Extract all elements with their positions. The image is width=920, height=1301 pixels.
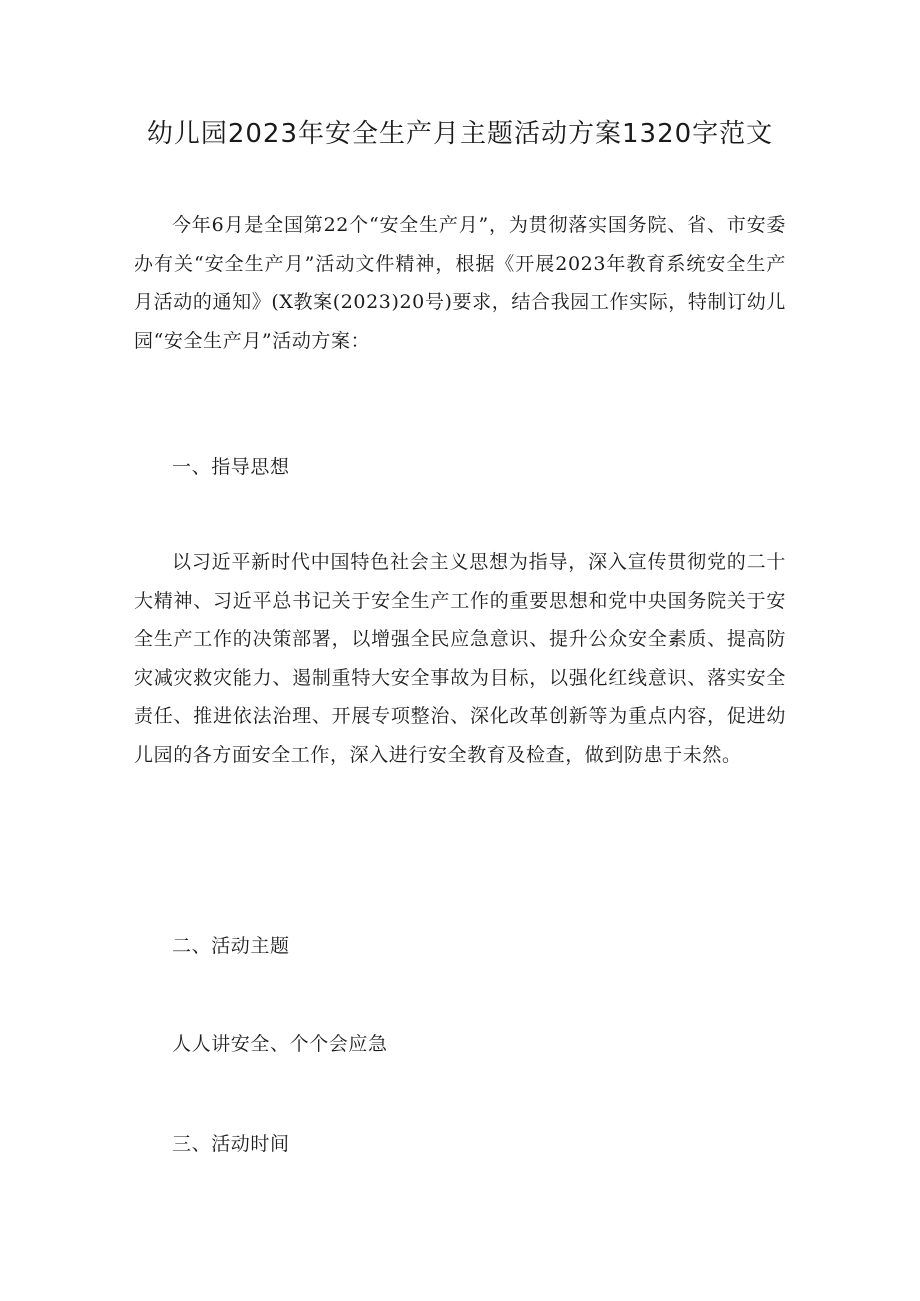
intro-paragraph: 今年6月是全国第22个“安全生产月”，为贯彻落实国务院、省、市安委办有关“安全生产月”活动文件精神，根据《开展2023年教育系统安全生产月活动的通知》(X教案(2023)20号)要求，结合我园工作实际，特制订幼儿园“安全生产月”活动方案： <box>134 214 786 352</box>
document-title: 幼儿园2023年安全生产月主题活动方案1320字范文 <box>146 119 774 149</box>
section-body-guiding-ideology: 以习近平新时代中国特色社会主义思想为指导，深入宣传贯彻党的二十大精神、习近平总书记关于安全生产工作的重要思想和党中央国务院关于安全生产工作的决策部署，以增强全民应急意识、提升公众安全素质、提高防灾减灾救灾能力、遏制重特大安全事故为目标，以强化红线意识、落实安全责任、推进依法治理、开展专项整治、深化改革创新等为重点内容，促进幼儿园的各方面安全工作，深入进行安全教育及检查，做到防患于未然。 <box>134 551 786 766</box>
section-heading-activity-time: 三、活动时间 <box>172 1133 290 1155</box>
section-body-activity-theme: 人人讲安全、个个会应急 <box>172 1033 388 1055</box>
section-heading-guiding-ideology: 一、指导思想 <box>172 456 290 478</box>
section-heading-activity-theme: 二、活动主题 <box>172 935 290 957</box>
